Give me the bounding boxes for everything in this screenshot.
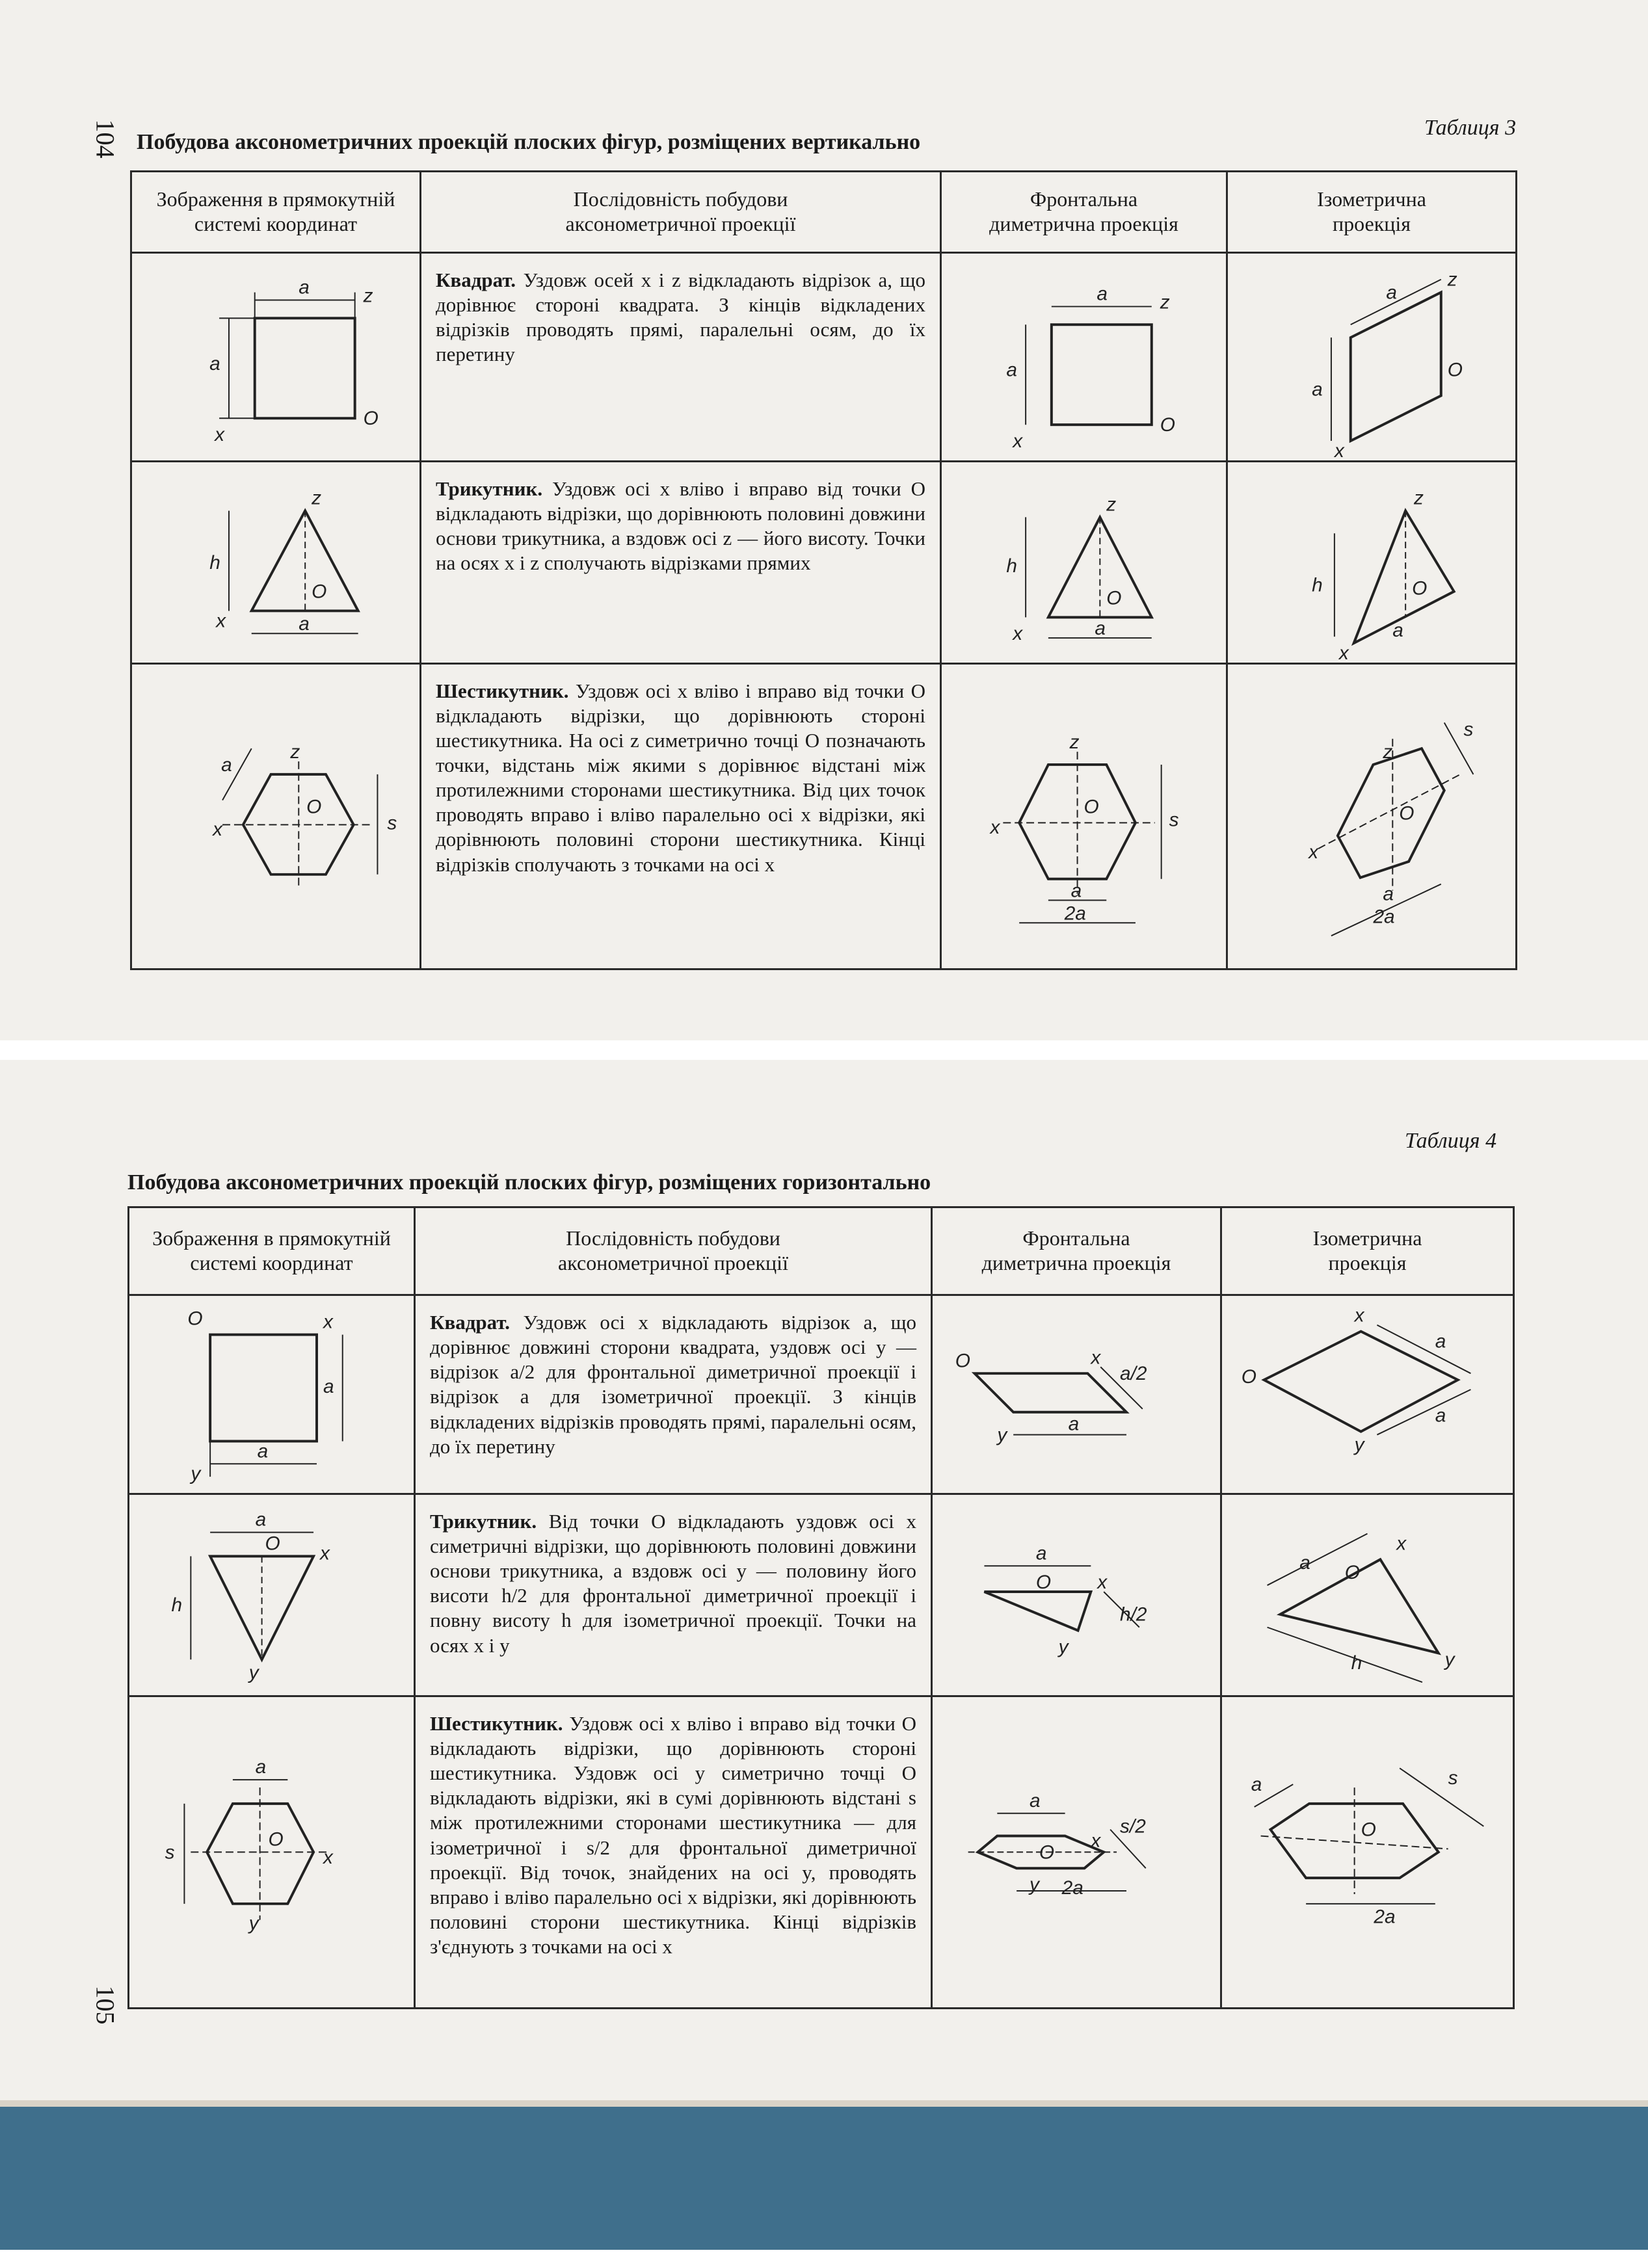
- t3-tri-iso-h: h: [1312, 574, 1323, 596]
- t4-square-isometric: [1221, 1295, 1514, 1494]
- t4-square-iso-a-bottom: a: [1435, 1404, 1446, 1427]
- t3-square-ortho-o: O: [363, 408, 379, 430]
- t3-square-dim-o: O: [1160, 414, 1175, 436]
- table4: [127, 1206, 1515, 2009]
- t4-tri-dim-o: O: [1035, 1571, 1052, 1593]
- t3-hex-dim-a: a: [1070, 880, 1082, 902]
- t4-hex-ortho-o: O: [268, 1828, 284, 1851]
- t4-tri-ortho-x: x: [319, 1542, 330, 1564]
- t4-hexagon-ortho-figure: [129, 1697, 414, 2007]
- t3-square-iso-a-left: a: [1312, 378, 1323, 401]
- t3-hex-iso-z: z: [1383, 741, 1393, 763]
- t3-tri-dim-x: x: [1013, 622, 1023, 644]
- t4-tri-ortho-o: O: [265, 1533, 280, 1555]
- table4-header-col2: Послідовність побудови аксонометричної проекції: [415, 1207, 932, 1295]
- t3-tri-iso-a: a: [1392, 620, 1403, 642]
- t4-triangle-text: Від точки O відкладають уздовж осі x симетричні відрізки, що дорівнюють половині довжини основи трикутника, а вздовж осі y — половину його висоти h/2 для фронтальної диметричної проекції і повну висоту h для ізометричної проекції. Точки на осях x і y: [430, 1509, 916, 1657]
- t3-hex-iso-s: s: [1463, 718, 1474, 740]
- t4-triangle-description: [415, 1494, 932, 1696]
- t3-tri-ortho-o: O: [312, 581, 327, 603]
- t4-triangle-dimetric: [932, 1494, 1221, 1696]
- t3-hex-ortho-z: z: [290, 741, 300, 763]
- table4-row-hexagon: [129, 1696, 1514, 2008]
- t3-triangle-text: Уздовж осі x вліво і вправо від точки O відкладають відрізки, що дорівнюють половині довжини основи трикутника, а вздовж осі z — його висоту. Точки на осях x і z сполучають відрізками прямих: [436, 477, 925, 575]
- t3-hexagon-isometric: [1227, 663, 1517, 969]
- t4-square-ortho-x: x: [323, 1311, 333, 1333]
- t3-tri-iso-o: O: [1412, 577, 1428, 600]
- t3-tri-iso-x: x: [1338, 642, 1349, 663]
- table3-row-triangle: [131, 461, 1517, 663]
- t4-tri-ortho-h: h: [171, 1594, 183, 1616]
- t4-hexagon-text: Уздовж осі x вліво і вправо від точки O відкладають відрізки, що дорівнюють стороні шестикутника. Уздовж осі y симетрично точці O відкладають відрізки, які в сумі дорівнюють відстані s між протилежними сторонами шестикутника — для ізометричної і s/2 для фронтальної диметричної проекції. Від точок, знайдених на осі y, проводять вправо і вліво паралельно осі x відрізки, які дорівнюють половині сторони шестикутника. Кінці відрізків з'єднують з точками на осі x: [430, 1711, 916, 1958]
- page-number-top: 104: [90, 119, 120, 159]
- t4-triangle-isometric: [1221, 1494, 1514, 1696]
- t4-square-dim-a-half: a/2: [1120, 1363, 1147, 1385]
- t4-hexagon-dimetric: [932, 1696, 1221, 2008]
- table4-title: Побудова аксонометричних проекцій плоских фігур, розміщених горизонтально: [127, 1170, 931, 1194]
- t4-hex-iso-s: s: [1448, 1767, 1458, 1789]
- t4-hexagon-dimetric-figure: [933, 1697, 1220, 2007]
- t3-square-iso-figure: [1228, 254, 1515, 460]
- t4-triangle-iso-figure: [1222, 1495, 1513, 1695]
- t3-hexagon-text: Уздовж осі x вліво і вправо від точки O відкладають відрізки, що дорівнюють стороні шестикутника. На осі z симетрично точці O позначають точки, відстань між якими s дорівнює відстані між протилежними сторонами шестикутника. Від цих точок проводять вправо і вліво паралельно осі x відрізки, які дорівнюють половині сторони шестикутника. Кінці відрізків сполучають з точками на осі x: [436, 679, 925, 876]
- book-spine: [0, 2107, 1648, 2250]
- t4-hexagon-orthographic: [129, 1696, 415, 2008]
- table3-label: Таблиця 3: [1424, 116, 1517, 140]
- t3-hexagon-orthographic: [131, 663, 421, 969]
- t3-tri-iso-z: z: [1414, 487, 1424, 509]
- t3-tri-ortho-h: h: [209, 551, 220, 574]
- t4-hexagon-iso-figure: [1222, 1697, 1513, 2007]
- t3-triangle-iso-figure: [1228, 462, 1515, 663]
- t4-hex-dim-2a: 2a: [1061, 1877, 1083, 1899]
- t3-square-ortho-z: z: [363, 285, 373, 307]
- t4-square-ortho-y: y: [191, 1463, 201, 1485]
- t4-square-dim-x: x: [1091, 1347, 1101, 1369]
- t3-square-name: Квадрат.: [436, 269, 516, 291]
- t3-square-text: Уздовж осей x і z відкладають відрізок a, що дорівнює стороні квадрата. З кінців відкладених відрізків проводять прямі, паралельні осям, до їх перетину: [436, 269, 925, 366]
- t4-triangle-dimetric-figure: [933, 1495, 1220, 1695]
- t3-square-orthographic: [131, 253, 421, 462]
- t4-hex-dim-s-half: s/2: [1120, 1815, 1146, 1838]
- t3-hex-dim-z: z: [1069, 731, 1080, 753]
- t4-square-ortho-figure: [129, 1296, 414, 1493]
- t3-square-description: [421, 253, 941, 462]
- table3: [130, 170, 1517, 970]
- t4-square-iso-o: O: [1241, 1366, 1256, 1388]
- t3-triangle-description: [421, 461, 941, 663]
- t4-hex-iso-2a: 2a: [1374, 1906, 1396, 1928]
- t3-hex-dim-s: s: [1169, 809, 1179, 831]
- t4-hexagon-description: [415, 1696, 932, 2008]
- t3-square-dim-x: x: [1013, 430, 1023, 452]
- t4-hex-ortho-s: s: [165, 1841, 175, 1864]
- t3-triangle-dimetric: [941, 461, 1227, 663]
- t4-square-iso-figure: [1222, 1296, 1513, 1493]
- t4-triangle-ortho-figure: [129, 1495, 414, 1695]
- t3-hex-ortho-x: x: [213, 818, 223, 840]
- t3-square-ortho-a-left: a: [209, 352, 220, 375]
- t4-square-ortho-o: O: [187, 1308, 203, 1330]
- t3-square-dim-a-left: a: [1006, 359, 1017, 381]
- t3-square-dimetric: [941, 253, 1227, 462]
- t3-triangle-orthographic: [131, 461, 421, 663]
- t3-hexagon-ortho-figure: [132, 665, 419, 968]
- t4-square-dimetric: [932, 1295, 1221, 1494]
- t4-hexagon-isometric: [1221, 1696, 1514, 2008]
- table3-header-col2: Послідовність побудови аксонометричної проекції: [421, 172, 941, 253]
- t4-tri-dim-a: a: [1035, 1542, 1047, 1564]
- t3-hexagon-description: [421, 663, 941, 969]
- t4-tri-dim-y: y: [1058, 1636, 1069, 1658]
- t3-square-iso-z: z: [1447, 269, 1457, 291]
- t3-tri-dim-a: a: [1095, 617, 1106, 639]
- t4-square-dim-a: a: [1068, 1413, 1080, 1435]
- t3-hex-dim-x: x: [990, 816, 1000, 838]
- t4-square-ortho-a-bottom: a: [257, 1440, 269, 1462]
- t4-hex-dim-y: y: [1029, 1873, 1039, 1895]
- table4-row-square: [129, 1295, 1514, 1494]
- table3-header-col4: Ізометрична проекція: [1227, 172, 1517, 253]
- t4-tri-ortho-y: y: [248, 1661, 259, 1683]
- t4-tri-iso-y: y: [1444, 1649, 1455, 1671]
- t3-hexagon-name: Шестикутник.: [436, 679, 569, 702]
- t3-tri-dim-h: h: [1006, 555, 1017, 577]
- t3-square-iso-o: O: [1447, 359, 1463, 381]
- t4-hexagon-name: Шестикутник.: [430, 1711, 563, 1735]
- t3-tri-dim-z: z: [1106, 494, 1117, 516]
- t3-hex-ortho-o: O: [306, 796, 322, 818]
- table4-row-triangle: [129, 1494, 1514, 1696]
- t3-hex-iso-o: O: [1399, 802, 1415, 824]
- t4-tri-ortho-a: a: [255, 1509, 267, 1531]
- t3-square-iso-x: x: [1334, 440, 1344, 460]
- t3-hex-iso-a: a: [1383, 883, 1394, 905]
- t4-square-dim-y: y: [997, 1424, 1007, 1446]
- t4-square-ortho-a-right: a: [323, 1375, 334, 1397]
- table3-row-square: [131, 253, 1517, 462]
- t4-square-orthographic: [129, 1295, 415, 1494]
- t3-tri-ortho-x: x: [216, 610, 226, 632]
- table3-header-col3: Фронтальна диметрична проекція: [941, 172, 1227, 253]
- table3-title: Побудова аксонометричних проекцій плоских фігур, розміщених вертикально: [137, 130, 921, 154]
- t4-tri-iso-h: h: [1351, 1652, 1362, 1674]
- t4-square-iso-y: y: [1354, 1434, 1364, 1456]
- t4-hex-iso-a: a: [1251, 1773, 1262, 1795]
- t4-square-text: Уздовж осі x відкладають відрізок a, що дорівнює довжині сторони квадрата, уздовж осі y — відрізок a/2 для фронтальної диметричної проекції і відрізок a для ізометричної проекції. З кінців відкладених відрізків проводять прямі, паралельні осям, до їх перетину: [430, 1311, 916, 1458]
- t4-hex-dim-o: O: [1039, 1841, 1055, 1864]
- t4-square-description: [415, 1295, 932, 1494]
- t3-hex-ortho-a: a: [221, 754, 232, 776]
- t3-square-isometric: [1227, 253, 1517, 462]
- t3-triangle-isometric: [1227, 461, 1517, 663]
- t3-square-iso-a-top: a: [1386, 282, 1397, 304]
- t4-tri-iso-x: x: [1396, 1533, 1407, 1555]
- table4-header-col1: Зображення в прямокутній системі координат: [129, 1207, 415, 1295]
- t3-tri-dim-o: O: [1106, 587, 1122, 609]
- t4-tri-dim-x: x: [1097, 1571, 1108, 1593]
- t4-hex-ortho-a: a: [255, 1756, 267, 1778]
- t4-square-dimetric-figure: [933, 1296, 1220, 1493]
- t3-square-ortho-x: x: [215, 424, 225, 446]
- t4-triangle-orthographic: [129, 1494, 415, 1696]
- t3-hex-iso-2a: 2a: [1373, 906, 1395, 928]
- t4-square-name: Квадрат.: [430, 1311, 510, 1334]
- t3-hex-dim-2a: 2a: [1064, 903, 1086, 925]
- t3-tri-ortho-z: z: [312, 487, 322, 509]
- table3-header-col1: Зображення в прямокутній системі координат: [131, 172, 421, 253]
- t3-triangle-dimetric-figure: [942, 462, 1226, 663]
- table4-header-col3: Фронтальна диметрична проекція: [932, 1207, 1221, 1295]
- t3-tri-ortho-a: a: [299, 613, 310, 635]
- t3-triangle-ortho-figure: [132, 462, 419, 663]
- t4-hex-dim-x: x: [1091, 1830, 1101, 1852]
- t3-hexagon-iso-figure: [1228, 665, 1515, 968]
- t3-hex-dim-o: O: [1083, 796, 1099, 818]
- t4-tri-dim-h-half: h/2: [1120, 1603, 1147, 1626]
- t4-square-dim-o: O: [955, 1350, 970, 1372]
- t4-tri-iso-a: a: [1299, 1552, 1310, 1574]
- t3-square-dimetric-figure: [942, 254, 1226, 460]
- t3-square-ortho-a-top: a: [299, 276, 310, 298]
- t3-hex-ortho-s: s: [387, 812, 397, 834]
- t3-square-dim-a-top: a: [1096, 283, 1108, 305]
- page-number-bottom: 105: [90, 1985, 120, 2025]
- t4-hex-iso-o: O: [1361, 1819, 1376, 1841]
- t4-tri-iso-o: O: [1344, 1562, 1360, 1584]
- t4-hex-dim-a: a: [1029, 1789, 1041, 1812]
- t4-square-iso-a-top: a: [1435, 1330, 1446, 1352]
- t4-hex-ortho-x: x: [323, 1847, 333, 1869]
- t3-triangle-name: Трикутник.: [436, 477, 543, 500]
- table3-row-hexagon: [131, 663, 1517, 969]
- t4-hex-ortho-y: y: [248, 1912, 259, 1934]
- t3-square-ortho-figure: [132, 254, 419, 460]
- t3-hex-iso-x: x: [1309, 841, 1319, 863]
- t4-square-iso-x: x: [1354, 1304, 1364, 1326]
- t3-hexagon-dimetric: [941, 663, 1227, 969]
- t3-square-dim-z: z: [1160, 291, 1170, 313]
- table4-header-col4: Ізометрична проекція: [1221, 1207, 1514, 1295]
- t3-hexagon-dimetric-figure: [942, 665, 1226, 968]
- table4-label: Таблиця 4: [1405, 1129, 1497, 1153]
- t4-triangle-name: Трикутник.: [430, 1509, 537, 1533]
